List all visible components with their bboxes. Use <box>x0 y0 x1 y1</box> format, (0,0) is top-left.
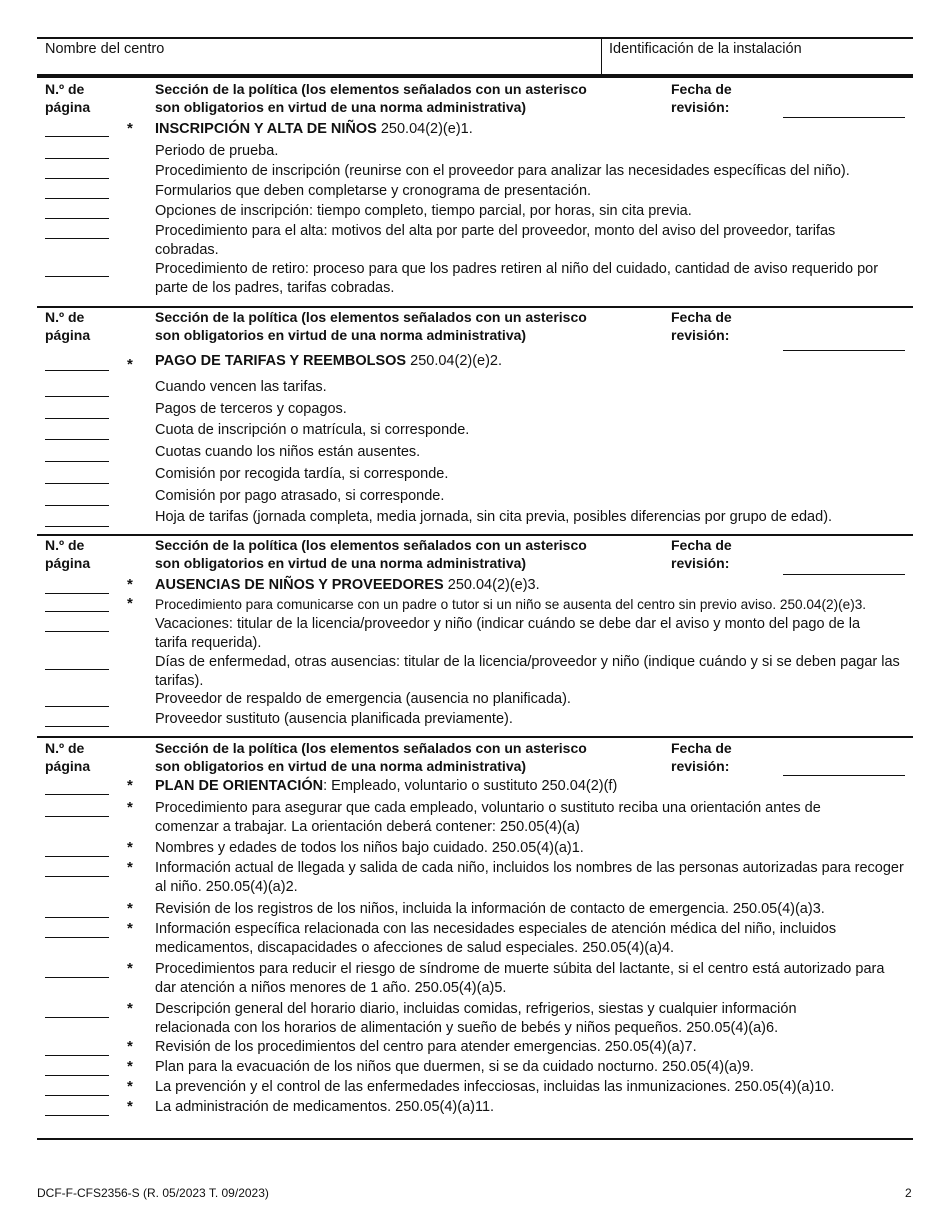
page-number-field[interactable] <box>45 526 109 527</box>
policy-header: Sección de la política (los elementos señalados con un asterisco son obligatorios en virtud de una norma administrativa) <box>155 309 587 343</box>
page-number-field[interactable] <box>45 937 109 938</box>
policy-item: Opciones de inscripción: tiempo completo, tiempo parcial, por horas, sin cita previa. <box>155 203 692 219</box>
policy-item: Periodo de prueba. <box>155 143 279 159</box>
policy-item: Descripción general del horario diario, incluidas comidas, refrigerios, siestas y cualquier información relacionada con los horarios de alimentación y sueño de bebés y niños pequeños. 250.05(4)(a)6. <box>155 1001 797 1036</box>
required-asterisk: * <box>127 799 133 816</box>
form-id: DCF-F-CFS2356-S (R. 05/2023 T. 09/2023) <box>37 1186 269 1200</box>
page-number-field[interactable] <box>45 794 109 795</box>
page-number-field[interactable] <box>45 158 109 159</box>
policy-item: Pagos de terceros y copagos. <box>155 401 347 417</box>
required-asterisk: * <box>127 839 133 856</box>
revision-header: Fecha de revisión: <box>671 740 732 774</box>
section-title: PLAN DE ORIENTACIÓN <box>155 778 324 794</box>
section-title: PAGO DE TARIFAS Y REEMBOLSOS <box>155 353 407 369</box>
page-no-header: N.º de página <box>45 81 91 115</box>
policy-item: Procedimiento para el alta: motivos del alta por parte del proveedor, monto del aviso del proveedor, tarifas cobradas. <box>155 223 836 258</box>
page-number-field[interactable] <box>45 276 109 277</box>
required-asterisk: * <box>127 1038 133 1055</box>
policy-item: Comisión por pago atrasado, si corresponde. <box>155 488 445 504</box>
required-asterisk: * <box>127 900 133 917</box>
page-number-field[interactable] <box>45 876 109 877</box>
page-number-field[interactable] <box>45 505 109 506</box>
policy-item: Días de enfermedad, otras ausencias: titular de la licencia/proveedor y niño (indique cuándo y si se deben pagar las tarifas). <box>155 654 900 689</box>
section-divider <box>37 736 913 738</box>
required-asterisk: * <box>127 120 133 137</box>
page-number-field[interactable] <box>45 1095 109 1096</box>
page-number-field[interactable] <box>45 136 109 137</box>
required-asterisk: * <box>127 920 133 937</box>
section-divider <box>37 76 913 78</box>
required-asterisk: * <box>127 1078 133 1095</box>
policy-header: Sección de la política (los elementos señalados con un asterisco son obligatorios en virtud de una norma administrativa) <box>155 537 587 571</box>
page-number-field[interactable] <box>45 218 109 219</box>
policy-item: La prevención y el control de las enfermedades infecciosas, incluidas las inmunizaciones. 250.05(4)(a)10. <box>155 1079 835 1095</box>
revision-date-field[interactable] <box>783 574 905 575</box>
policy-item: Información específica relacionada con las necesidades especiales de atención médica del niño, incluidos medicamentos, discapacidades o afecciones de salud especiales. 250.05(4)(a)4. <box>155 921 837 956</box>
page-number-field[interactable] <box>45 178 109 179</box>
required-asterisk: * <box>127 1058 133 1075</box>
page-no-header: N.º de página <box>45 537 91 571</box>
policy-item: Comisión por recogida tardía, si corresponde. <box>155 466 449 482</box>
page-number-field[interactable] <box>45 816 109 817</box>
page-number-field[interactable] <box>45 977 109 978</box>
page-number-field[interactable] <box>45 483 109 484</box>
page-number-field[interactable] <box>45 1075 109 1076</box>
section-title: INSCRIPCIÓN Y ALTA DE NIÑOS <box>155 121 377 137</box>
page-number-field[interactable] <box>45 1017 109 1018</box>
section-title-ref: : Empleado, voluntario o sustituto 250.04(2)(f) <box>323 778 618 794</box>
policy-item: Revisión de los registros de los niños, incluida la información de contacto de emergencia. 250.05(4)(a)3. <box>155 901 825 917</box>
page-number-field[interactable] <box>45 706 109 707</box>
page-number-field[interactable] <box>45 198 109 199</box>
revision-date-field[interactable] <box>783 350 905 351</box>
policy-item: Cuando vencen las tarifas. <box>155 379 327 395</box>
revision-header: Fecha de revisión: <box>671 537 732 571</box>
policy-item: Cuotas cuando los niños están ausentes. <box>155 444 421 460</box>
required-asterisk: * <box>127 960 133 977</box>
page-number-field[interactable] <box>45 611 109 612</box>
required-asterisk: * <box>127 595 133 612</box>
policy-item: Vacaciones: titular de la licencia/proveedor y niño (indicar cuándo se debe dar el aviso y monto del pago de la tarifa requerida). <box>155 616 861 651</box>
required-asterisk: * <box>127 1098 133 1115</box>
page-number-field[interactable] <box>45 396 109 397</box>
policy-item: Procedimientos para reducir el riesgo de síndrome de muerte súbita del lactante, si el centro está autorizado para dar atención a niños menores de 1 año. 250.05(4)(a)5. <box>155 961 885 996</box>
required-asterisk: * <box>127 859 133 876</box>
page-number-field[interactable] <box>45 726 109 727</box>
page-number-field[interactable] <box>45 593 109 594</box>
page-number-field[interactable] <box>45 238 109 239</box>
section-title: AUSENCIAS DE NIÑOS Y PROVEEDORES <box>155 577 444 593</box>
header-divider <box>601 39 602 74</box>
page-number: 2 <box>905 1186 912 1200</box>
policy-item: Procedimiento de retiro: proceso para que los padres retiren al niño del cuidado, cantidad de aviso requerido por parte de los padres, tarifas cobradas. <box>155 261 879 296</box>
revision-date-field[interactable] <box>783 117 905 118</box>
policy-item: Información actual de llegada y salida de cada niño, incluidos los nombres de las personas autorizadas para recoger al niño. 250.05(4)(a)2. <box>155 860 904 895</box>
page-number-field[interactable] <box>45 418 109 419</box>
policy-item: La administración de medicamentos. 250.05(4)(a)11. <box>155 1099 495 1115</box>
policy-item: Revisión de los procedimientos del centro para atender emergencias. 250.05(4)(a)7. <box>155 1039 697 1055</box>
section-title-ref: 250.04(2)(e)2. <box>406 353 503 369</box>
page-number-field[interactable] <box>45 439 109 440</box>
revision-header: Fecha de revisión: <box>671 309 732 343</box>
required-asterisk: * <box>127 576 133 593</box>
page-number-field[interactable] <box>45 917 109 918</box>
center-info-header <box>37 37 913 77</box>
required-asterisk: * <box>127 1000 133 1017</box>
policy-item: Proveedor sustituto (ausencia planificada previamente). <box>155 711 513 727</box>
section-title-ref: 250.04(2)(e)1. <box>376 121 473 137</box>
policy-item: Procedimiento para comunicarse con un padre o tutor si un niño se ausenta del centro sin previo aviso. 250.04(2)(e)3. <box>155 597 867 612</box>
section-title-ref: 250.04(2)(e)3. <box>443 577 540 593</box>
page-number-field[interactable] <box>45 669 109 670</box>
page-no-header: N.º de página <box>45 740 91 774</box>
policy-header: Sección de la política (los elementos señalados con un asterisco son obligatorios en virtud de una norma administrativa) <box>155 740 587 774</box>
page-number-field[interactable] <box>45 370 109 371</box>
policy-item: Hoja de tarifas (jornada completa, media jornada, sin cita previa, posibles diferencias por grupo de edad). <box>155 509 833 525</box>
policy-item: Nombres y edades de todos los niños bajo cuidado. 250.05(4)(a)1. <box>155 840 584 856</box>
page-number-field[interactable] <box>45 1115 109 1116</box>
facility-id-label: Identificación de la instalación <box>609 41 802 57</box>
revision-header: Fecha de revisión: <box>671 81 732 115</box>
policy-item: Proveedor de respaldo de emergencia (ausencia no planificada). <box>155 691 571 707</box>
policy-header: Sección de la política (los elementos señalados con un asterisco son obligatorios en virtud de una norma administrativa) <box>155 81 587 115</box>
bottom-rule <box>37 1138 913 1140</box>
required-asterisk: * <box>127 356 133 373</box>
policy-item: Procedimiento de inscripción (reunirse con el proveedor para analizar las necesidades específicas del niño). <box>155 163 850 179</box>
page-number-field[interactable] <box>45 461 109 462</box>
policy-item: Cuota de inscripción o matrícula, si corresponde. <box>155 422 470 438</box>
page-number-field[interactable] <box>45 1055 109 1056</box>
required-asterisk: * <box>127 777 133 794</box>
page-no-header: N.º de página <box>45 309 91 343</box>
policy-item: Formularios que deben completarse y cronograma de presentación. <box>155 183 592 199</box>
policy-item: Plan para la evacuación de los niños que duermen, si se da cuidado nocturno. 250.05(4)(a)9. <box>155 1059 754 1075</box>
policy-item: Procedimiento para asegurar que cada empleado, voluntario o sustituto reciba una orientación antes de comenzar a trabajar. La orientación deberá contener: 250.05(4)(a) <box>155 800 821 835</box>
revision-date-field[interactable] <box>783 775 905 776</box>
center-name-label: Nombre del centro <box>45 41 165 57</box>
page-number-field[interactable] <box>45 631 109 632</box>
page-number-field[interactable] <box>45 856 109 857</box>
